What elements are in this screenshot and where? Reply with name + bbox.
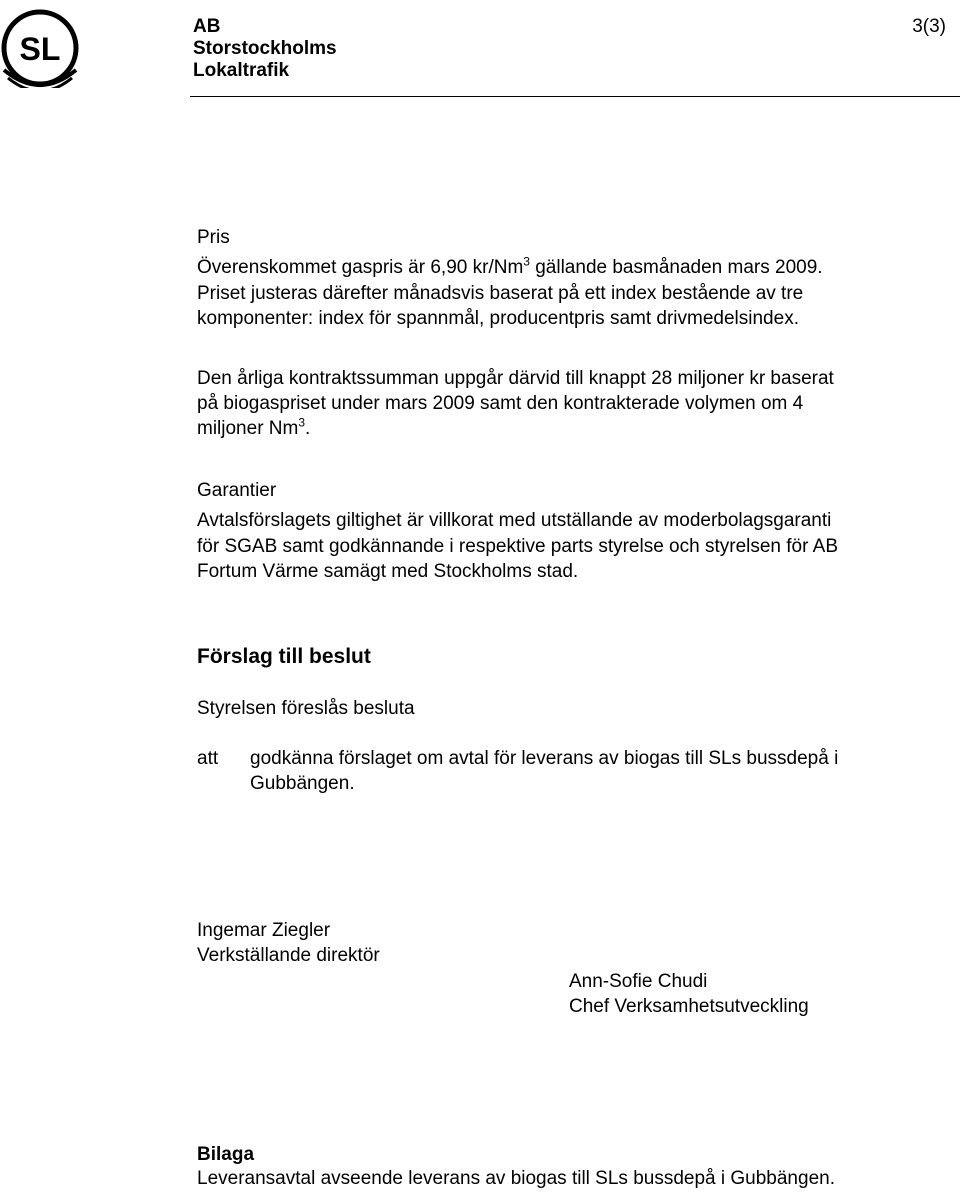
signature-2-title: Chef Verksamhetsutveckling — [569, 996, 809, 1017]
pris-line-3: komponenter: index för spannmål, producentpris samt drivmedelsindex. — [197, 308, 799, 329]
header-divider — [190, 96, 960, 97]
garantier-heading: Garantier — [197, 480, 277, 501]
attachment-heading: Bilaga — [197, 1144, 255, 1165]
contract-line-3: miljoner Nm$^3$. — [197, 415, 311, 439]
proposal-heading: Förslag till beslut — [197, 645, 371, 668]
pris-line-1: Överenskommet gaspris är 6,90 kr/Nm$^3$ gällande basmånaden mars 2009. — [197, 254, 823, 278]
attachment-text: Leveransavtal avseende leverans av biogas till SLs bussdepå i Gubbängen. — [197, 1168, 835, 1189]
garantier-line-2: för SGAB samt godkännande i respektive parts styrelse och styrelsen för AB — [197, 536, 839, 557]
sl-logo — [0, 8, 80, 88]
company-line-2: Storstockholms — [193, 38, 337, 59]
page-number: 3(3) — [912, 16, 946, 37]
signature-1-name: Ingemar Ziegler — [197, 920, 331, 941]
att-label: att — [197, 748, 219, 769]
pris-heading: Pris — [197, 227, 230, 248]
company-line-1: AB — [193, 16, 221, 37]
att-line-1: godkänna förslaget om avtal för leverans av biogas till SLs bussdepå i — [250, 748, 839, 769]
signature-1-title: Verkställande direktör — [197, 945, 380, 966]
att-line-2: Gubbängen. — [250, 773, 355, 794]
contract-line-2: på biogaspriset under mars 2009 samt den kontrakterade volymen om 4 — [197, 393, 804, 414]
contract-line-1: Den årliga kontraktssumman uppgår därvid till knappt 28 miljoner kr baserat — [197, 368, 834, 389]
company-line-3: Lokaltrafik — [193, 60, 290, 81]
garantier-line-3: Fortum Värme samägt med Stockholms stad. — [197, 561, 579, 582]
signature-2-name: Ann-Sofie Chudi — [569, 971, 708, 992]
company-name — [193, 16, 337, 82]
pris-line-2: Priset justeras därefter månadsvis baserat på ett index bestående av tre — [197, 283, 804, 304]
proposal-intro: Styrelsen föreslås besluta — [197, 698, 415, 719]
garantier-line-1: Avtalsförslagets giltighet är villkorat med utställande av moderbolagsgaranti — [197, 510, 832, 531]
logo-text: SL — [19, 31, 61, 67]
